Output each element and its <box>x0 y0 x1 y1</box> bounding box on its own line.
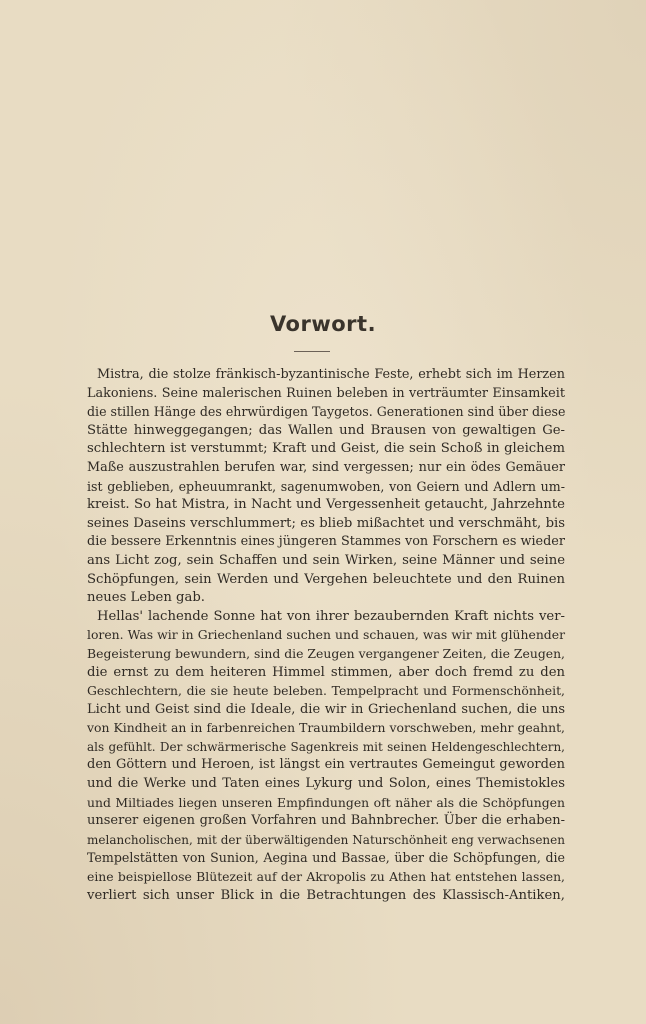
text-line: die bessere Erkenntnis eines jüngeren Stammes von Forschern es wieder <box>87 534 565 550</box>
text-line: Mistra, die stolze fränkisch-byzantinische Feste, erhebt sich im Herzen <box>97 367 565 382</box>
text-line: als gefühlt. Der schwärmerische Sagenkreis mit seinen Heldengeschlechtern, <box>87 739 565 754</box>
text-line: kreist. So hat Mistra, in Nacht und Vergessenheit getaucht, Jahrzehnte <box>87 497 565 513</box>
text-line: die stillen Hänge des ehrwürdigen Taygetos. Generationen sind über diese <box>87 404 566 420</box>
text-line: melancholischen, mit der überwältigenden Naturschönheit eng verwachsenen <box>87 832 565 847</box>
text-line: loren. Was wir in Griechenland suchen und schauen, was wir mit glühender <box>87 627 565 643</box>
text-line: Tempelstätten von Sunion, Aegina und Bassae, über die Schöpfungen, die <box>87 850 565 866</box>
text-line: Schöpfungen, sein Werden und Vergehen beleuchtete und den Ruinen <box>87 571 565 587</box>
text-line: eine beispiellose Blütezeit auf der Akropolis zu Athen hat entstehen lassen, <box>87 869 565 885</box>
title-divider <box>294 351 330 352</box>
text-line: unserer eigenen großen Vorfahren und Bahnbrecher. Über die erhaben- <box>87 813 565 829</box>
text-line: seines Daseins verschlummert; es blieb mißachtet und verschmäht, bis <box>87 515 565 531</box>
text-line: ist geblieben, epheuumrankt, sagenumwoben, von Geiern und Adlern um- <box>87 478 565 494</box>
text-line: neues Leben gab. <box>87 590 205 606</box>
text-line: Stätte hinweggegangen; das Wallen und Brausen von gewaltigen Ge- <box>87 422 565 438</box>
text-line: Licht und Geist sind die Ideale, die wir in Griechenland suchen, die uns <box>87 701 565 717</box>
text-line: Hellas' lachende Sonne hat von ihrer bezaubernden Kraft nichts ver- <box>97 608 565 624</box>
page-title: Vorwort. <box>269 312 377 336</box>
text-line: Lakoniens. Seine malerischen Ruinen beleben in verträumter Einsamkeit <box>87 385 565 401</box>
text-line: Maße auszustrahlen berufen war, sind vergessen; nur ein ödes Gemäuer <box>87 459 565 475</box>
text-line: und die Werke und Taten eines Lykurg und Solon, eines Themistokles <box>87 776 565 792</box>
preface-text <box>87 366 565 905</box>
text-line: den Göttern und Heroen, ist längst ein vertrautes Gemeingut geworden <box>87 757 565 773</box>
text-line: verliert sich unser Blick in die Betrachtungen des Klassisch-Antiken, <box>87 887 565 903</box>
text-line: und Miltiades liegen unseren Empfindungen oft näher als die Schöpfungen <box>87 794 565 810</box>
text-line: ans Licht zog, sein Schaffen und sein Wirken, seine Männer und seine <box>87 552 565 568</box>
text-line: Begeisterung bewundern, sind die Zeugen vergangener Zeiten, die Zeugen, <box>87 645 565 661</box>
text-line: schlechtern ist verstummt; Kraft und Geist, die sein Schoß in gleichem <box>87 441 565 457</box>
text-line: Geschlechtern, die sie heute beleben. Tempelpracht und Formenschönheit, <box>87 683 565 699</box>
text-line: von Kindheit an in farbenreichen Traumbildern vorschweben, mehr geahnt, <box>87 720 565 736</box>
text-line: die ernst zu dem heiteren Himmel stimmen, aber doch fremd zu den <box>87 664 565 680</box>
